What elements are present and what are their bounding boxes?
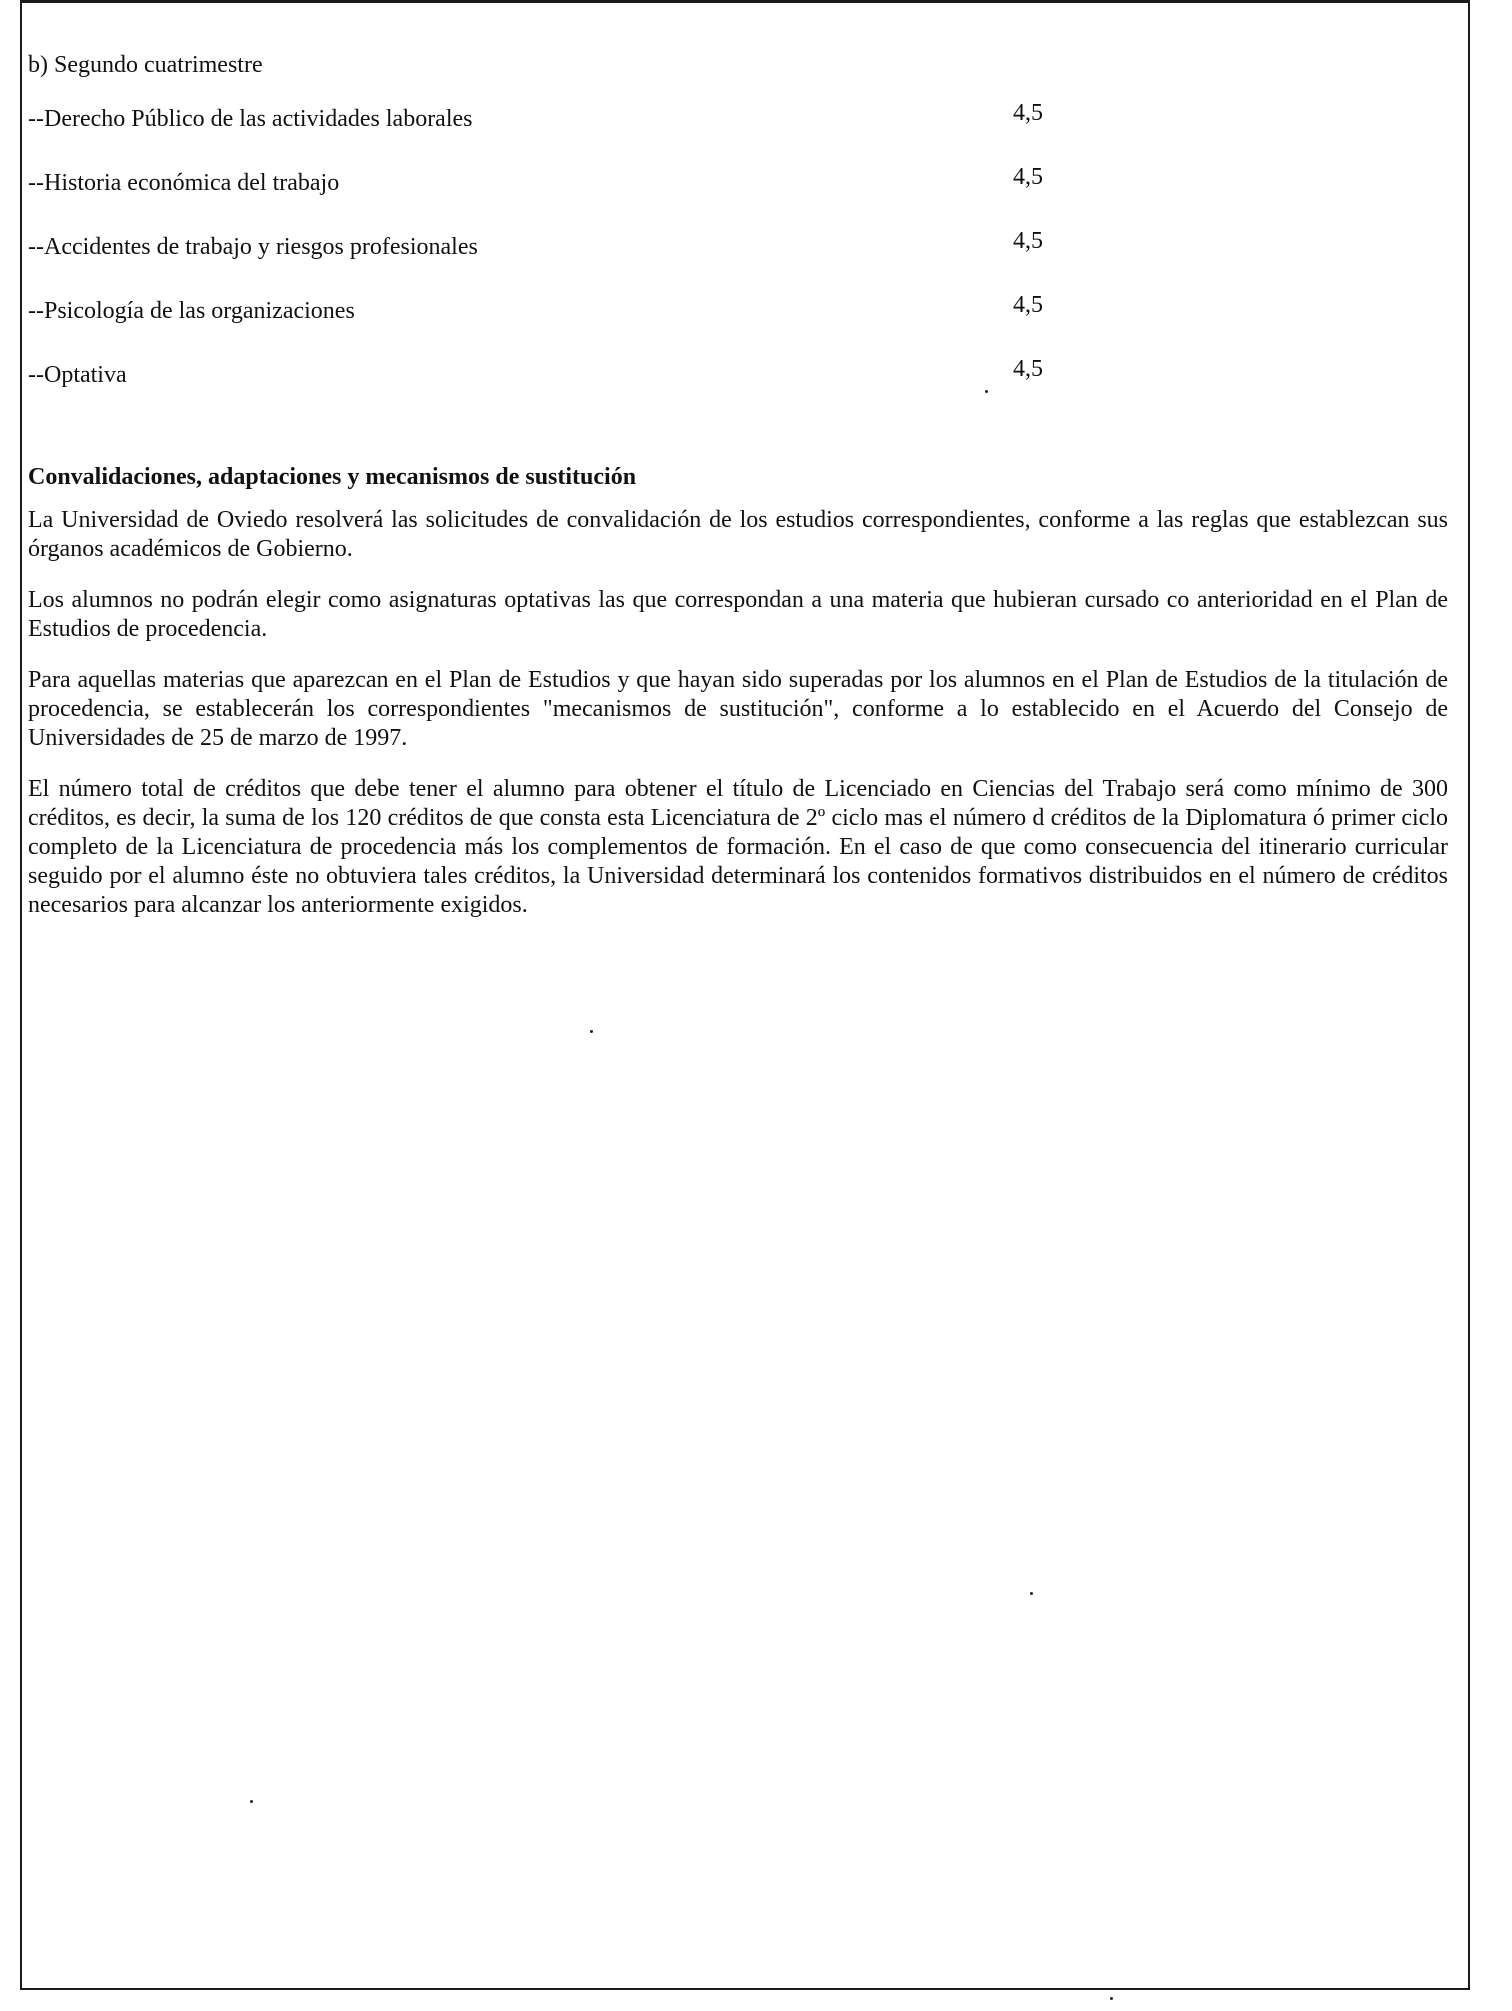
- course-row: [28, 164, 1448, 232]
- course-name: --Historia económica del trabajo: [28, 170, 340, 196]
- course-credits: 4,5: [1013, 228, 1043, 254]
- semester-heading: b) Segundo cuatrimestre: [28, 52, 263, 78]
- document-body: [28, 50, 1448, 942]
- course-row: [28, 356, 1448, 424]
- paragraph: La Universidad de Oviedo resolverá las solicitudes de convalidación de los estudios correspondientes, conforme a las reglas que establezcan sus órganos académicos de Gobierno.: [28, 507, 1448, 562]
- course-credits: 4,5: [1013, 292, 1043, 318]
- scan-speck: [1030, 1592, 1033, 1595]
- course-name: --Derecho Público de las actividades laborales: [28, 106, 473, 132]
- course-name: --Optativa: [28, 362, 127, 388]
- scan-speck: [1110, 1997, 1113, 2000]
- scan-speck: [250, 1800, 253, 1803]
- course-name: --Accidentes de trabajo y riesgos profesionales: [28, 234, 478, 260]
- scan-speck: [590, 1030, 593, 1033]
- scan-speck: [985, 390, 988, 393]
- course-row: [28, 100, 1448, 168]
- course-name: --Psicología de las organizaciones: [28, 298, 355, 324]
- course-credits: 4,5: [1013, 164, 1043, 190]
- section-heading: Convalidaciones, adaptaciones y mecanismos de sustitución: [28, 464, 637, 490]
- course-credits: 4,5: [1013, 100, 1043, 126]
- course-list: [28, 100, 1448, 424]
- course-credits: 4,5: [1013, 356, 1043, 382]
- paragraph: El número total de créditos que debe tener el alumno para obtener el título de Licenciado en Ciencias del Trabajo será como mínimo de 300 créditos, es decir, la suma de los 120 créditos de que consta esta Licenciatura de 2º ciclo mas el número d créditos de la Diplomatura ó primer ciclo completo de la Licenciatura de procedencia más los complementos de formación. En el caso de que como consecuencia del itinerario curricular seguido por el alumno éste no obtuviera tales créditos, la Universidad determinará los contenidos formativos distribuidos en el número de créditos necesarios para alcanzar los anteriormente exigidos.: [28, 776, 1448, 918]
- course-row: [28, 292, 1448, 360]
- course-row: [28, 228, 1448, 296]
- paragraph: Para aquellas materias que aparezcan en el Plan de Estudios y que hayan sido superadas por los alumnos en el Plan de Estudios de la titulación de procedencia, se establecerán los correspondientes "mecanismos de sustitución", conforme a lo establecido en el Acuerdo del Consejo de Universidades de 25 de marzo de 1997.: [28, 667, 1448, 751]
- paragraph: Los alumnos no podrán elegir como asignaturas optativas las que correspondan a una materia que hubieran cursado co anterioridad en el Plan de Estudios de procedencia.: [28, 587, 1448, 642]
